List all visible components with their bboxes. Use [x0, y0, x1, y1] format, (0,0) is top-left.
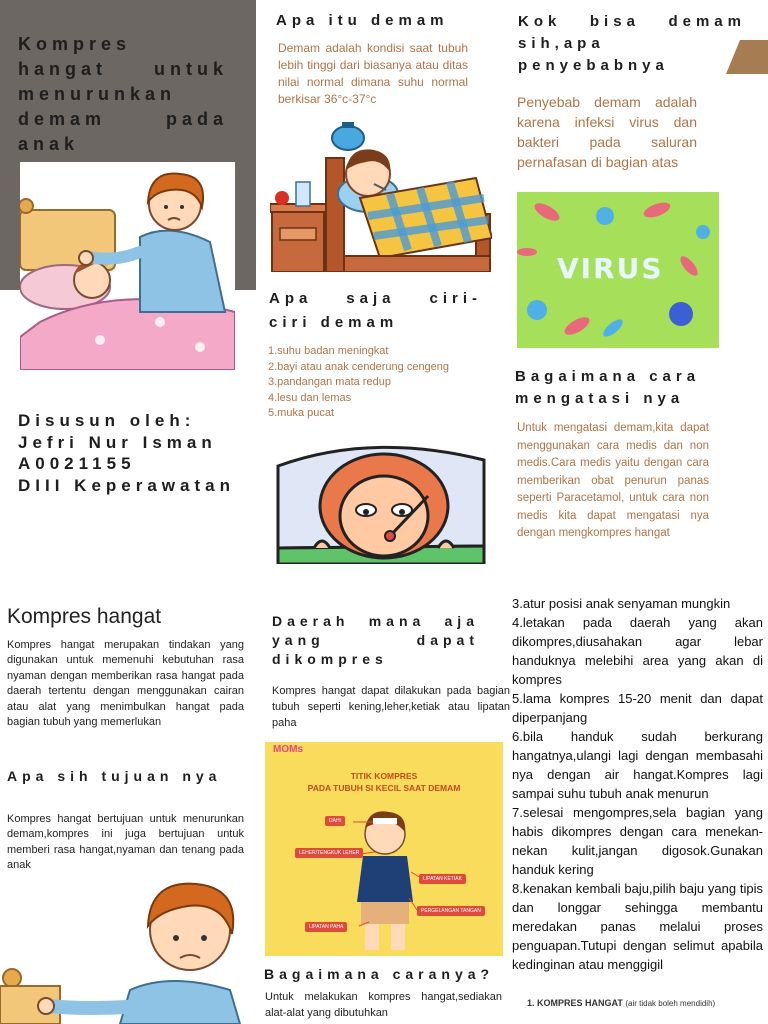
kompres-title: Kompres hangat: [7, 605, 162, 628]
cover-title-line-2: hangat untuk: [18, 59, 228, 79]
penyebab-title-line-3: penyebabnya: [518, 57, 669, 74]
mengatasi-title-line-2: mengatasi nya: [515, 390, 685, 407]
daerah-body: Kompres hangat dapat dilakukan pada bagian tubuh seperti kening,leher,ketiak atau lipatan paha: [272, 685, 510, 729]
step-8: 8.kenakan kembali baju,pilih baju yang tipis dan longgar sehingga membantu meredakan panas melalui proses penguapan.Tutupi dengan selimut apabila kedinginan atau menggigil: [512, 881, 763, 972]
accent-shape: [726, 40, 768, 74]
ciri-title: [269, 287, 482, 335]
daerah-title-line-3: dikompres: [272, 651, 388, 667]
ciri-item-2: 2.bayi atau anak cenderung cengeng: [268, 360, 450, 373]
sick-boy-illustration: [270, 118, 492, 272]
label-leher: LEHER/TENGKUK LEHER: [295, 848, 363, 858]
penyebab-title-line-2: sih,apa: [518, 35, 605, 52]
cover-title-line-1: Kompres: [18, 34, 132, 54]
cover-title-line-5: anak: [18, 134, 80, 154]
penyebab-title-line-1: Kok bisa demam: [518, 13, 746, 30]
footer-caption: [527, 998, 767, 1008]
ciri-item-4: 4.lesu dan lemas: [268, 391, 352, 404]
kompres-body: Kompres hangat merupakan tindakan yang digunakan untuk memenuhi kebutuhan rasa nyaman dengan memberikan rasa hangat pada daerah tertentu dengan menggunakan cairan atau alat yang menimbulkan hangat pada bagian tubuh yang memerlukan: [7, 639, 244, 729]
label-paha: LIPATAN PAHA: [305, 922, 347, 932]
cover-title: [18, 32, 228, 157]
tujuan-title: Apa sih tujuan nya: [7, 768, 222, 784]
ciri-list: [268, 344, 483, 422]
virus-illustration: [517, 192, 719, 348]
author-id: A0021155: [18, 454, 136, 473]
footer-caption-note: (air tidak boleh mendidih): [625, 999, 716, 1008]
penyebab-body: Penyebab demam adalah karena infeksi virus dan bakteri pada saluran pernafasan di bagian atas: [517, 94, 697, 170]
caranya-body: Untuk melakukan kompres hangat,sediakan alat-alat yang dibutuhkan: [265, 991, 502, 1019]
step-4: 4.letakan pada daerah yang akan dikompres,diusahakan agar lebar handuknya melebihi area yang akan di kompres: [512, 615, 763, 687]
demam-title: Apa itu demam: [276, 12, 449, 29]
tujuan-body: Kompres hangat bertujuan untuk menurunkan demam,kompres ini juga bertujuan untuk memberi rasa hangat,nyaman dan tenang pada anak: [7, 813, 244, 872]
infographic-brand: MOMs: [273, 744, 303, 755]
author-name: Jefri Nur Isman: [18, 432, 217, 452]
footer-caption-main: 1. KOMPRES HANGAT: [527, 998, 623, 1008]
steps-list: [512, 594, 763, 974]
caranya-title: Bagaimana caranya?: [264, 966, 495, 982]
mengatasi-title: [515, 366, 715, 410]
author-block: [18, 410, 238, 496]
label-ketiak: LIPATAN KETIAK: [419, 874, 466, 884]
daerah-title-line-1: Daerah mana aja: [272, 613, 479, 629]
kompres-points-infographic: [265, 742, 503, 956]
ciri-item-5: 5.muka pucat: [268, 407, 335, 420]
cover-title-line-4: demam pada: [18, 109, 228, 129]
step-7: 7.selesai mengompres,sela bagian yang habis dikompres dengan cara menekan-nekan kulit,jangan digosok.Gunakan handuk kering: [512, 805, 763, 877]
mother-illustration-bottom: [0, 880, 245, 1024]
step-6: 6.bila handuk sudah berkurang hangatnya,ulangi lagi dengan membasahi nya dengan air hangat.Kompres lagi sampai suhu tubuh anak menurun: [512, 729, 763, 801]
mother-child-illustration: [20, 162, 235, 370]
infographic-title-line-2: PADA TUBUH SI KECIL SAAT DEMAM: [307, 783, 461, 793]
label-dahi: DAHI: [325, 816, 345, 826]
demam-body: Demam adalah kondisi saat tubuh lebih tinggi dari biasanya atau ditas nilai normal dimana suhu normal berkisar 36°c-37°c: [278, 41, 468, 106]
daerah-title-line-2: yang dapat: [272, 632, 479, 648]
mengatasi-body: Untuk mengatasi demam,kita dapat menggunakan cara medis dan non medis.Cara medis yaitu dengan cara memberikan obat penurun panas seperti Paracetamol, untuk cara non medis kita dapat mengatasi nya dengan mengkompres hangat: [517, 422, 709, 539]
step-5: 5.lama kompres 15-20 menit dan dapat diperpanjang: [512, 691, 763, 725]
step-3: 3.atur posisi anak senyaman mungkin: [512, 596, 731, 611]
author-program: DIII Keperawatan: [18, 475, 235, 495]
virus-label: VIRUS: [557, 252, 664, 285]
author-label: Disusun oleh:: [18, 411, 196, 430]
ciri-title-line-1: Apa saja ciri-: [269, 290, 482, 307]
ciri-title-line-2: ciri demam: [269, 314, 399, 331]
infographic-title-line-1: TITIK KOMPRES: [350, 771, 418, 781]
sick-girl-illustration: [272, 436, 490, 564]
cover-title-line-3: menurunkan: [18, 84, 177, 104]
penyebab-title: [518, 11, 746, 77]
ciri-item-1: 1.suhu badan meningkat: [268, 345, 389, 357]
daerah-title: [272, 612, 479, 669]
mengatasi-title-line-1: Bagaimana cara: [515, 368, 701, 385]
ciri-item-3: 3.pandangan mata redup: [268, 376, 391, 389]
label-pergelangan: PERGELANGAN TANGAN: [417, 906, 485, 916]
